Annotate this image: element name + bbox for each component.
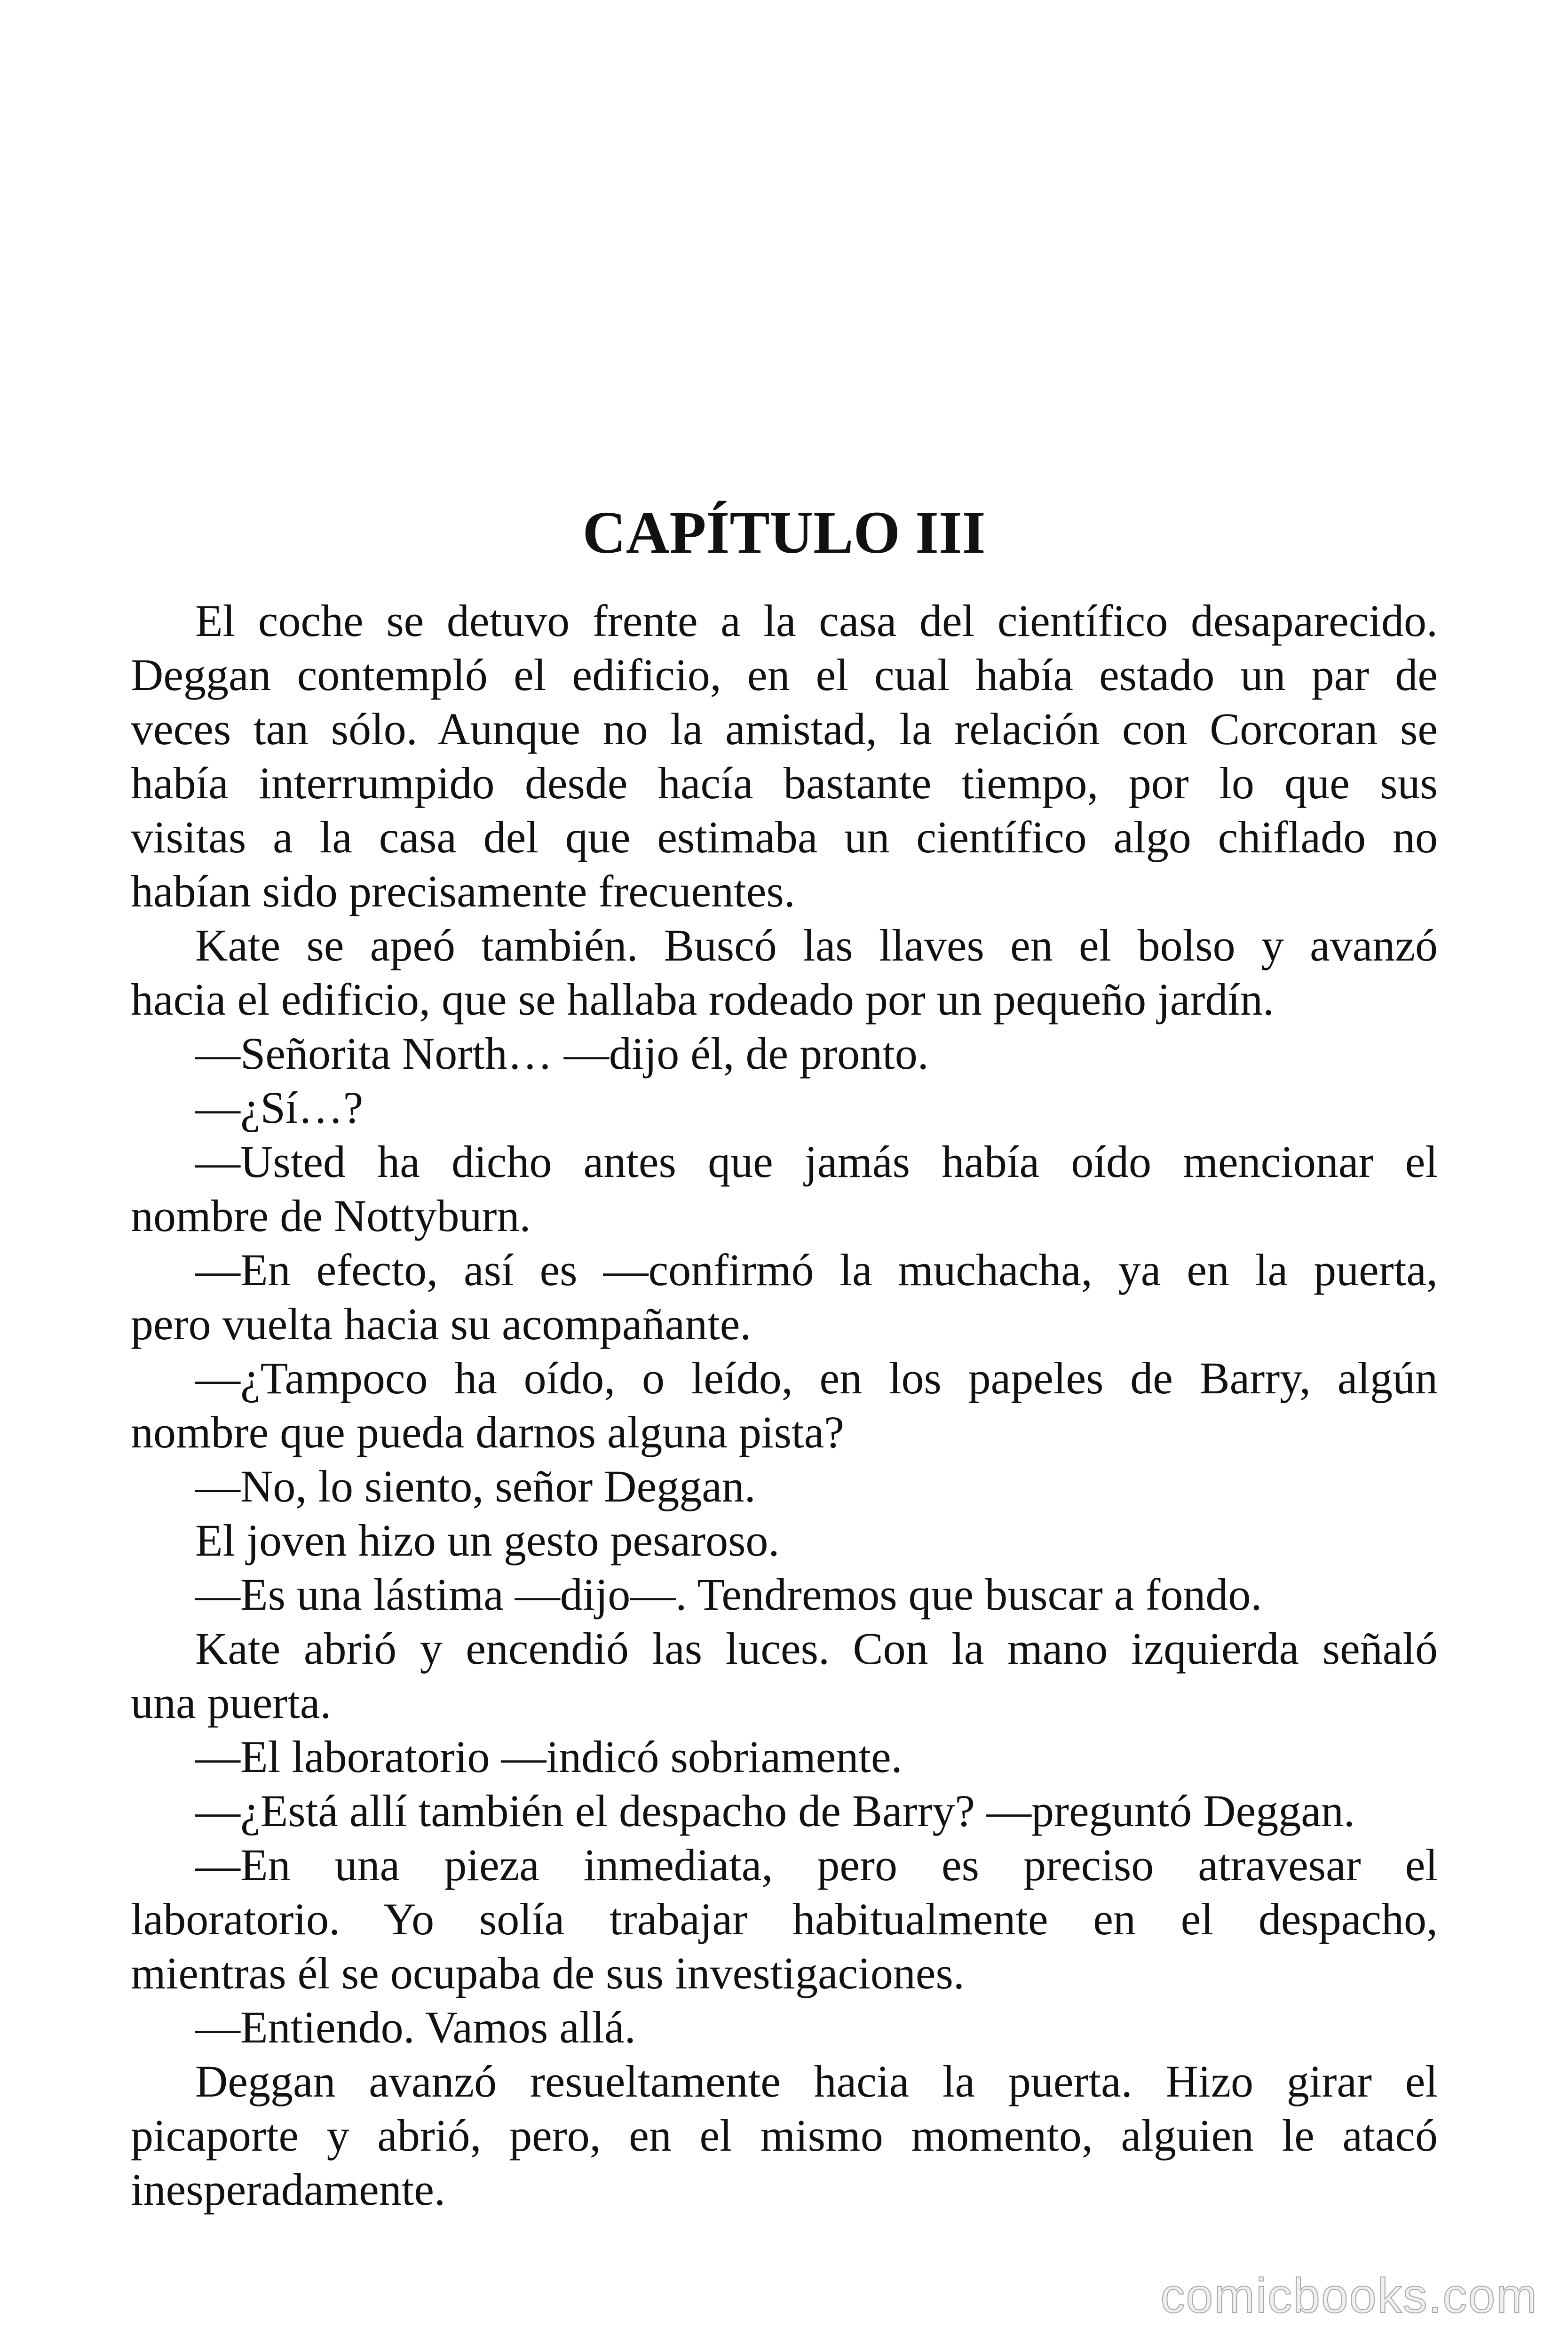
text-line: visitas a la casa del que estimaba un científico algo chiflado no [131, 812, 1438, 862]
text-line: —¿Sí…? [195, 1082, 364, 1133]
text-line: —¿Tampoco ha oído, o leído, en los papeles de Barry, algún [195, 1353, 1438, 1403]
dialogue-paragraph [131, 1081, 1438, 1135]
text-line: —Usted ha dicho antes que jamás había oído mencionar el [195, 1136, 1438, 1187]
text-line: pero vuelta hacia su acompañante. [131, 1299, 752, 1349]
text-line: —Es una lástima —dijo—. Tendremos que buscar a fondo. [195, 1569, 1262, 1620]
dialogue-paragraph [131, 1459, 1438, 1513]
watermark: comicbooks.com [1160, 2269, 1538, 2323]
text-line: Deggan contempló el edificio, en el cual había estado un par de [131, 650, 1438, 700]
dialogue-paragraph [131, 1135, 1438, 1243]
text-line: —El laboratorio —indicó sobriamente. [195, 1732, 903, 1782]
dialogue-paragraph [131, 1243, 1438, 1351]
chapter-body [131, 594, 1438, 2217]
text-line: Deggan avanzó resueltamente hacia la puerta. Hizo girar el [195, 2056, 1438, 2106]
dialogue-paragraph [131, 1567, 1438, 1621]
text-line: una puerta. [131, 1677, 332, 1728]
dialogue-paragraph [131, 1784, 1438, 1838]
chapter-title: CAPÍTULO III [582, 499, 986, 566]
dialogue-paragraph [131, 1351, 1438, 1459]
text-line: Kate se apeó también. Buscó las llaves en el bolso y avanzó [195, 920, 1438, 970]
text-line: —¿Está allí también el despacho de Barry? —preguntó Deggan. [195, 1786, 1355, 1836]
text-line: habían sido precisamente frecuentes. [131, 866, 795, 916]
text-line: veces tan sólo. Aunque no la amistad, la relación con Corcoran se [131, 704, 1438, 754]
text-line: nombre que pueda darnos alguna pista? [131, 1407, 844, 1457]
paragraph [131, 594, 1438, 918]
dialogue-paragraph [131, 1730, 1438, 1784]
text-line: había interrumpido desde hacía bastante tiempo, por lo que sus [131, 758, 1438, 808]
text-line: El coche se detuvo frente a la casa del científico desaparecido. [195, 596, 1438, 646]
text-line: —En una pieza inmediata, pero es preciso atravesar el [195, 1840, 1438, 1890]
text-line: —En efecto, así es —confirmó la muchacha, ya en la puerta, [195, 1245, 1438, 1295]
text-line: El joven hizo un gesto pesaroso. [195, 1515, 780, 1565]
text-line: inesperadamente. [131, 2164, 445, 2215]
text-line: —No, lo siento, señor Deggan. [195, 1461, 756, 1511]
text-line: laboratorio. Yo solía trabajar habitualmente en el despacho, [131, 1894, 1438, 1944]
paragraph [131, 918, 1438, 1026]
dialogue-paragraph [131, 1838, 1438, 2000]
text-line: Kate abrió y encendió las luces. Con la mano izquierda señaló [195, 1623, 1438, 1674]
paragraph [131, 1513, 1438, 1567]
text-line: mientras él se ocupaba de sus investigaciones. [131, 1948, 965, 1998]
text-line: picaporte y abrió, pero, en el mismo momento, alguien le atacó [131, 2110, 1438, 2161]
text-line: nombre de Nottyburn. [131, 1191, 531, 1241]
dialogue-paragraph [131, 2000, 1438, 2054]
paragraph [131, 1621, 1438, 1730]
paragraph [131, 2054, 1438, 2217]
text-line: hacia el edificio, que se hallaba rodeado por un pequeño jardín. [131, 974, 1275, 1025]
text-line: —Señorita North… —dijo él, de pronto. [195, 1028, 929, 1079]
dialogue-paragraph [131, 1026, 1438, 1081]
text-line: —Entiendo. Vamos allá. [195, 2002, 636, 2052]
